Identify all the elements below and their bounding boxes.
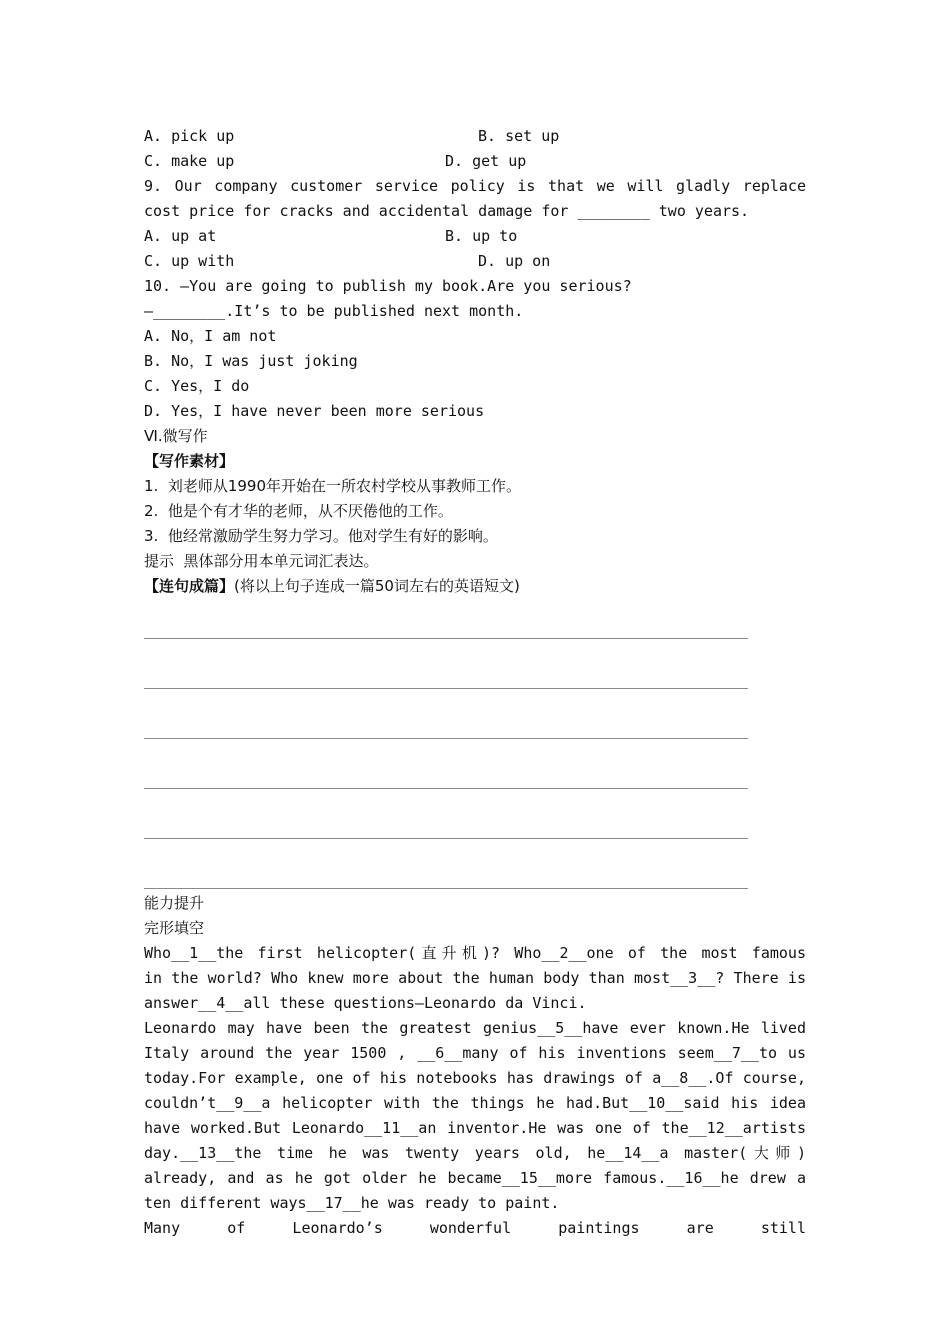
q9-stem-line-1: 9. Our company customer service policy is that we will gladly replace: [144, 177, 806, 195]
q10-option-d: D. Yes，I have never been more serious: [144, 402, 485, 420]
compose-instruction: [144, 574, 806, 599]
cloze-subheading: 完形填空: [144, 919, 205, 937]
q10-option-c: C. Yes，I do: [144, 377, 250, 395]
q10-stem-line-1: 10. —You are going to publish my book.Are you serious?: [144, 277, 632, 295]
q9-option-d: D. up on: [478, 252, 551, 270]
q9-option-a: A. up at: [144, 227, 217, 245]
cloze-line: couldn’t__9__a helicopter with the things he had.But__10__said his idea: [144, 1094, 806, 1112]
cloze-line: Italy around the year 1500 , __6__many of his inventions seem__7__to us: [144, 1044, 806, 1062]
cloze-line: answer__4__all these questions—Leonardo da Vinci.: [144, 994, 587, 1012]
section-heading: Ⅵ.微写作: [144, 427, 208, 445]
q10-stem-line-2: —________.It’s to be published next month.: [144, 302, 524, 320]
writing-line: [144, 841, 806, 891]
cloze-line: Leonardo may have been the greatest genius__5__have ever known.He lived: [144, 1019, 806, 1037]
cloze-line: have worked.But Leonardo__11__an inventor.He was one of the__12__artists: [144, 1119, 806, 1137]
writing-line: [144, 741, 806, 791]
cloze-line: ten different ways__17__he was ready to paint.: [144, 1194, 560, 1212]
compose-title: 【连句成篇】: [144, 577, 235, 595]
q8-options-row-2: [144, 149, 806, 174]
hint-text: 提示 黑体部分用本单元词汇表达。: [144, 552, 379, 570]
ability-heading: 能力提升: [144, 894, 205, 912]
cloze-line: in the world? Who knew more about the human body than most__3__? There is: [144, 969, 806, 987]
writing-line: [144, 641, 806, 691]
material-item-2: 2. 他是个有才华的老师，从不厌倦他的工作。: [144, 502, 453, 520]
q9-option-c: C. up with: [144, 252, 235, 270]
q10-option-b: B. No，I was just joking: [144, 352, 358, 370]
cloze-line: already, and as he got older he became__15__more famous.__16__he drew a: [144, 1169, 806, 1187]
q8-option-c: C. make up: [144, 152, 235, 170]
material-title: 【写作素材】: [144, 452, 235, 470]
cloze-line: day.__13__the time he was twenty years old, he__14__a master(大师): [144, 1144, 806, 1162]
cloze-line: Many of Leonardo’s wonderful paintings are still: [144, 1219, 806, 1237]
writing-line: [144, 599, 806, 641]
q8-options-row-1: [144, 124, 806, 149]
q9-option-b: B. up to: [445, 227, 518, 245]
material-item-3: 3. 他经常激励学生努力学习。他对学生有好的影响。: [144, 527, 498, 545]
content-column: [144, 124, 806, 1241]
writing-line: [144, 691, 806, 741]
q8-option-d: D. get up: [445, 152, 527, 170]
cloze-line: today.For example, one of his notebooks has drawings of a__8__.Of course,: [144, 1069, 806, 1087]
q9-stem-line-2: cost price for cracks and accidental damage for ________ two years.: [144, 202, 750, 220]
q9-options-row-2: [144, 249, 806, 274]
q10-option-a: A. No，I am not: [144, 327, 277, 345]
q8-option-b: B. set up: [478, 127, 560, 145]
q9-options-row-1: [144, 224, 806, 249]
q8-option-a: A. pick up: [144, 127, 235, 145]
writing-line: [144, 791, 806, 841]
compose-note: (将以上句子连成一篇50词左右的英语短文): [234, 577, 520, 595]
cloze-line: Who__1__the first helicopter(直升机)? Who__2__one of the most famous: [144, 944, 806, 962]
material-item-1: 1. 刘老师从1990年开始在一所农村学校从事教师工作。: [144, 477, 522, 495]
